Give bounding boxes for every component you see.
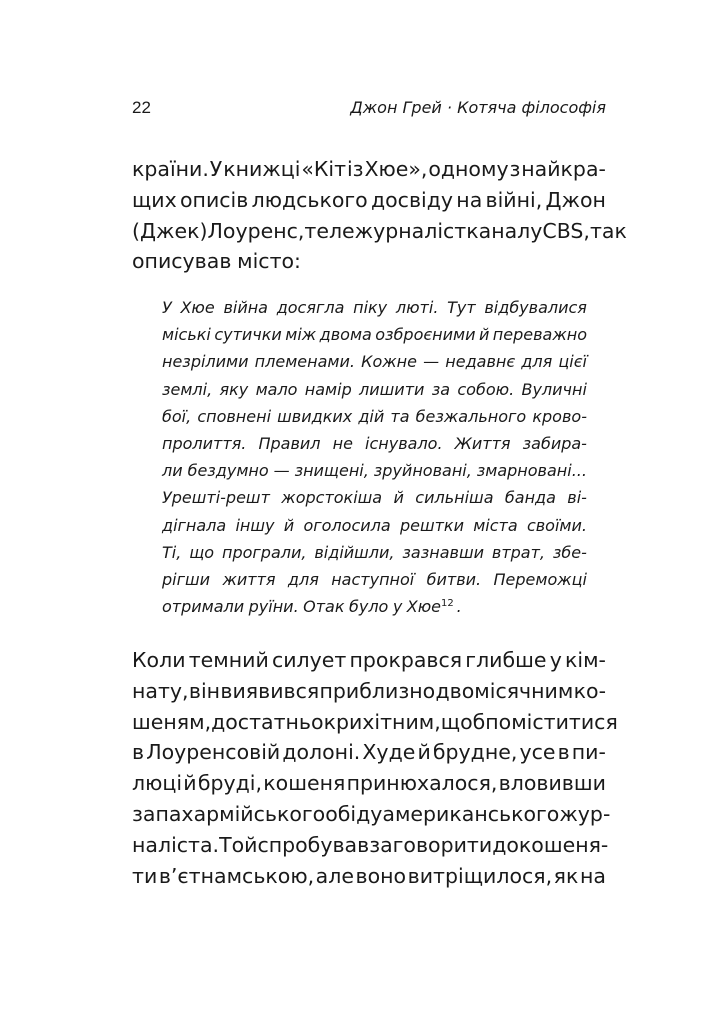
quote-line: ли бездумно — знищені, зруйновані, змарновані... — [162, 461, 587, 481]
quote-line: незрілими племенами. Кожне — недавнє для цієї — [162, 352, 587, 372]
para2-line: в Лоуренсовій долоні. Худе й брудне, усе в пи- — [132, 740, 606, 765]
quote-end-punctuation: . — [456, 597, 462, 617]
quote-line: дігнала іншу й оголосила рештки міста своїми. — [162, 515, 587, 535]
para2-line: наліста. Той спробував заговорити до кошеня- — [132, 832, 609, 857]
quote-line: бої, сповнені швидких дій та безжального крово- — [162, 406, 587, 426]
footnote-ref[interactable]: 12 — [441, 597, 454, 609]
para1-line: країни. У книжці «Кіт із Хюе», одному з найкра- — [132, 157, 606, 181]
para1-line: (Джек) Лоуренс, тележурналіст каналу CBS, так — [132, 218, 627, 243]
para2-line: шеням, достатньо крихітним, щоб поміститися — [132, 709, 618, 734]
para1-line: щих описів людського досвіду на війні, Джон — [132, 187, 606, 212]
quote-line: отримали руїни. Отак було у Хюе$^{12}$ . — [162, 597, 462, 617]
quote-line: землі, яку мало намір лишити за собою. Вуличні — [162, 379, 587, 399]
paragraph-kitten — [132, 645, 618, 891]
page-header — [132, 98, 606, 124]
quote-line: У Хюе війна досягла піку люті. Тут відбувалися — [162, 298, 587, 317]
para2-line: люці й бруді, кошеня принюхалося, вловивши — [132, 771, 606, 796]
page-number: 22 — [132, 98, 151, 117]
para2-line: запах армійського обіду американського жур- — [132, 801, 611, 826]
block-quote — [162, 294, 587, 620]
paragraph-intro — [132, 154, 627, 277]
para1-line: описував місто: — [132, 249, 301, 274]
quote-line: рігши життя для наступної битви. Переможці — [162, 569, 587, 589]
quote-line: пролиття. Правил не існувало. Життя забира- — [162, 433, 587, 453]
quote-line: міські сутички між двома озброєними й переважно — [162, 325, 587, 345]
quote-line: Ті, що програли, відійшли, зазнавши втрат, збе- — [162, 542, 587, 562]
para2-line: ти в’єтнамською, але воно витріщилося, як на — [132, 863, 606, 888]
para2-line: Коли темний силует прокрався глибше у кім- — [132, 648, 606, 672]
running-head: Джон Грей · Котяча філософія — [350, 98, 606, 117]
para2-line: нату, він виявився приблизно двомісячним ко- — [132, 678, 606, 703]
quote-line: Урешті-решт жорстокіша й сильніша банда ві- — [162, 488, 587, 508]
